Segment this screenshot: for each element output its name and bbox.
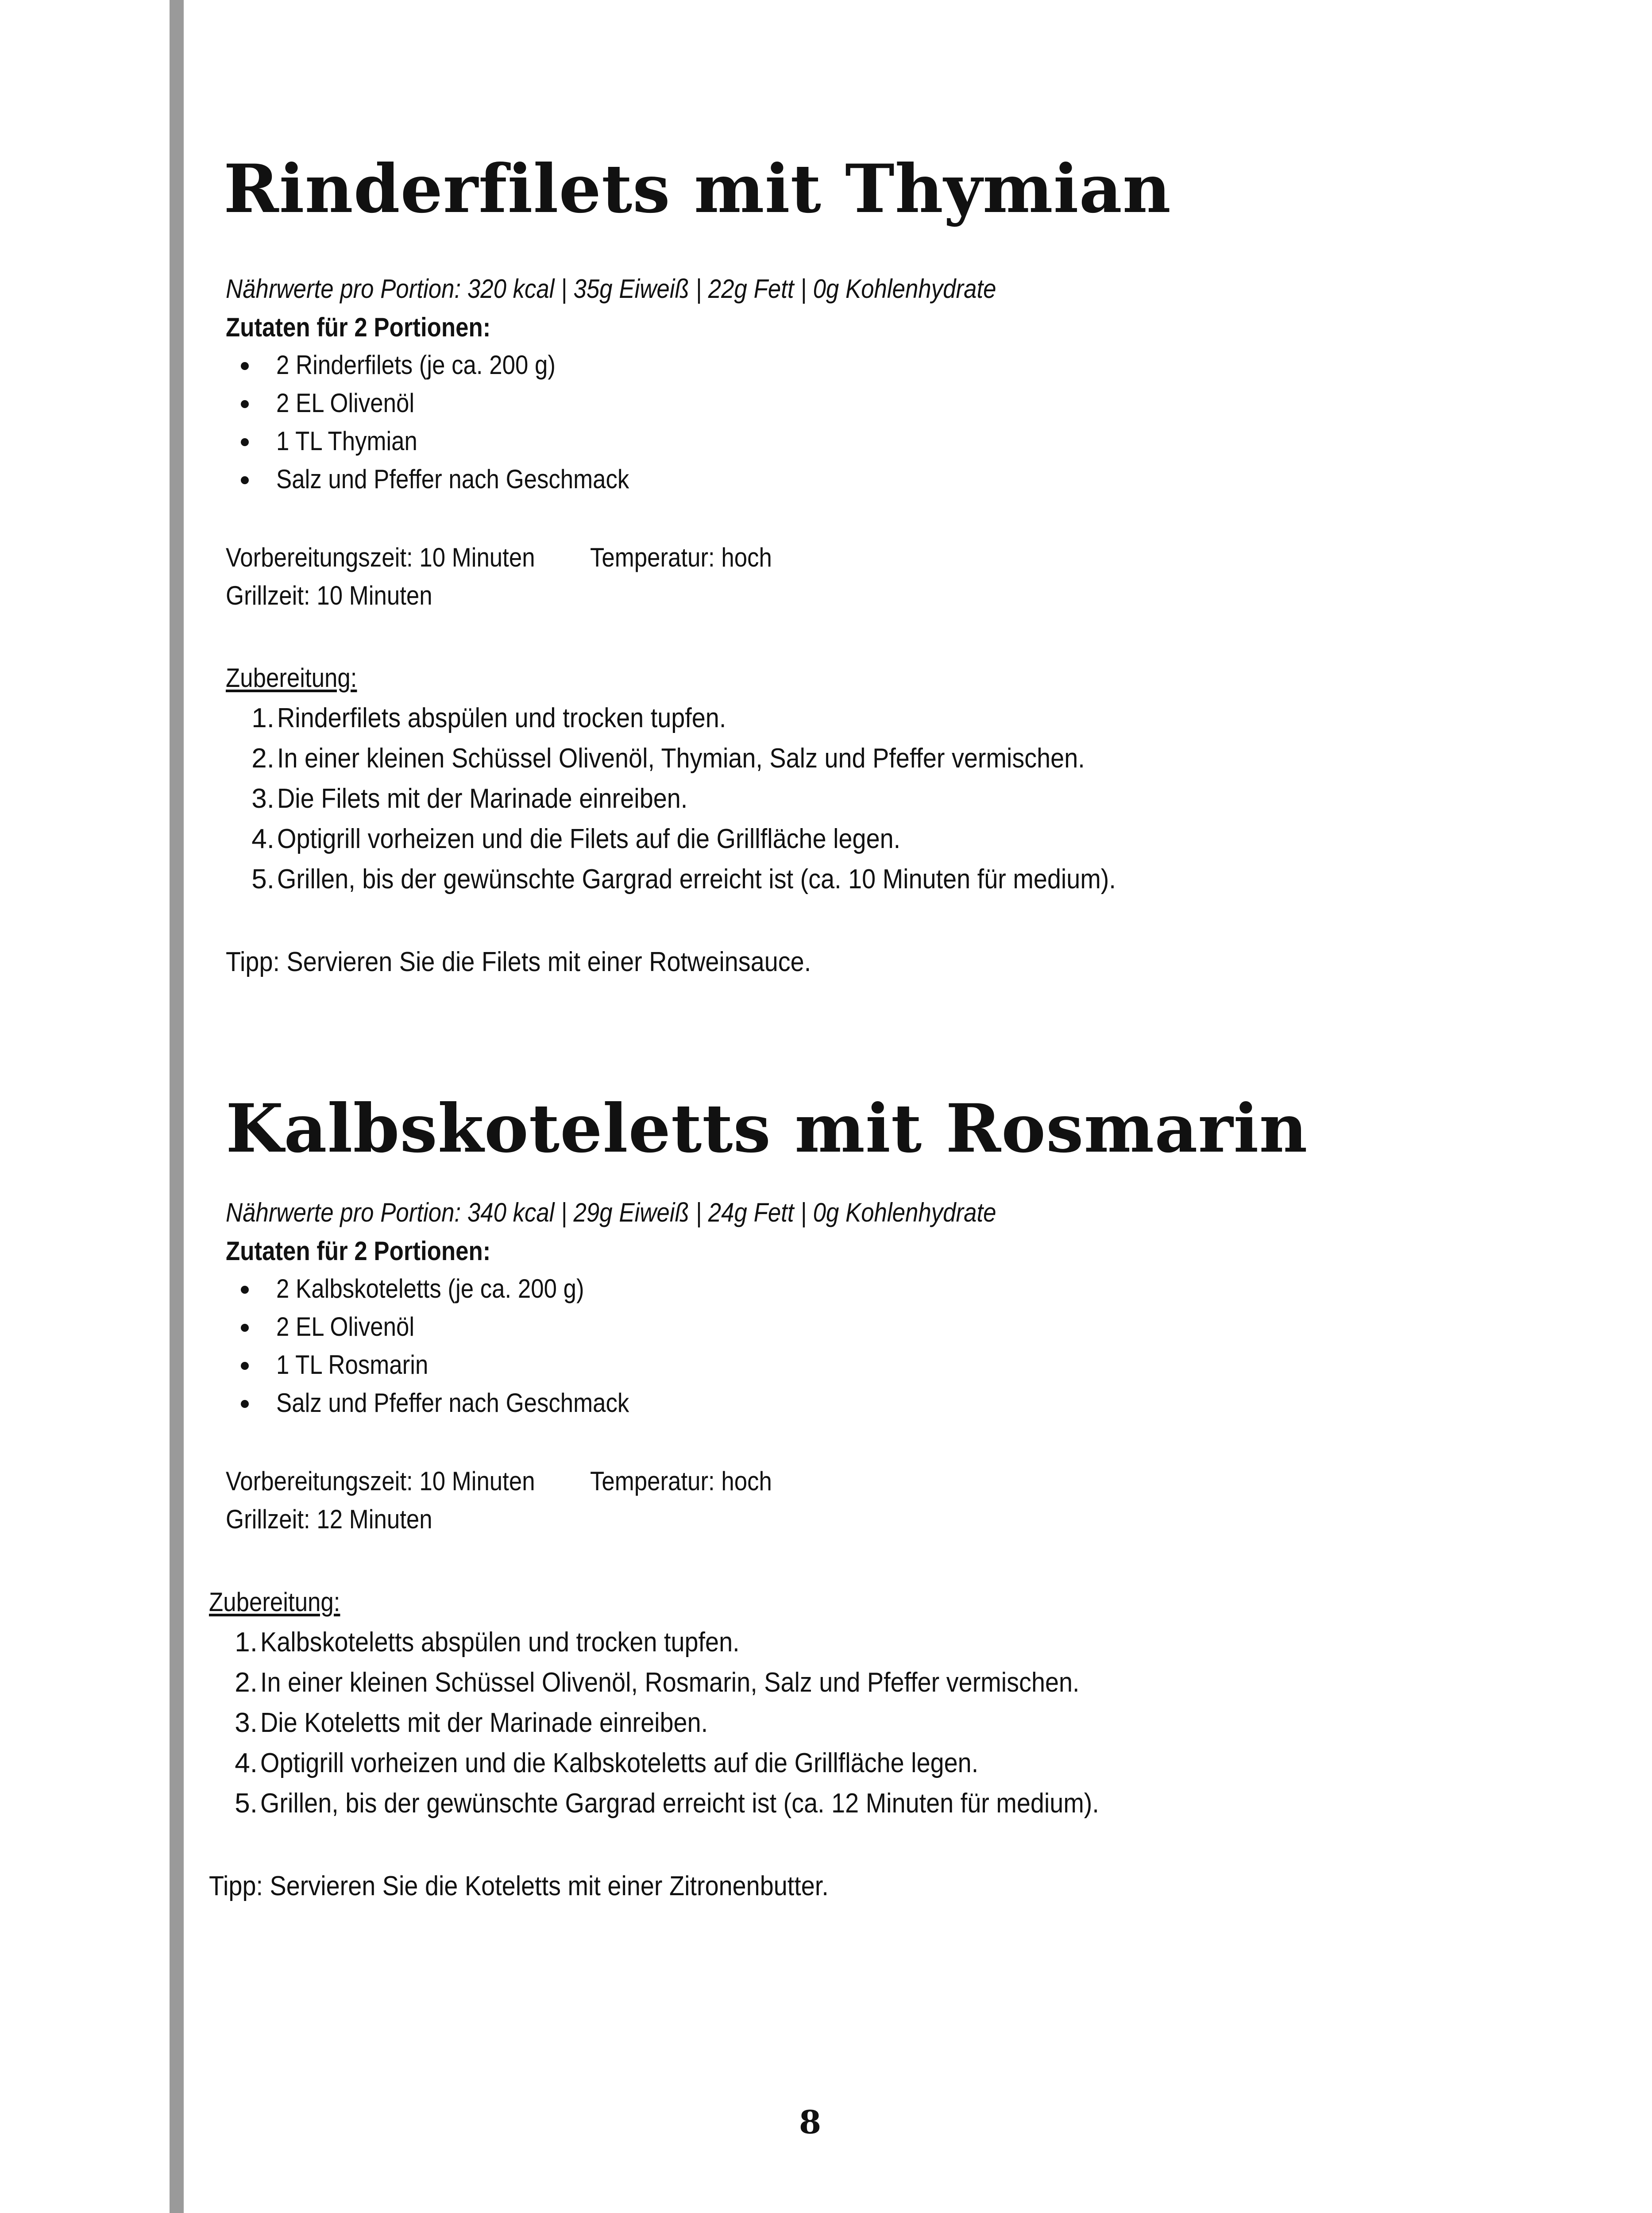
step-number: 5. [235,1788,258,1819]
prep-time: Vorbereitungszeit: 10 Minuten [226,543,535,572]
ingredient-text: 2 EL Olivenöl [276,388,415,418]
step-number: 5. [251,864,274,894]
bullet-icon [241,1286,249,1294]
ingredient-text: Salz und Pfeffer nach Geschmack [276,1388,629,1418]
bullet-icon [241,362,249,370]
grill-time: Grillzeit: 12 Minuten [226,1504,432,1534]
bullet-icon [241,1324,249,1332]
ingredient-text: 2 Kalbskoteletts (je ca. 200 g) [276,1274,584,1303]
step-text: Optigrill vorheizen und die Kalbskoteletts auf die Grillfläche legen. [260,1748,979,1778]
tip-text: Tipp: Servieren Sie die Koteletts mit einer Zitronenbutter. [209,1871,829,1901]
ingredient-text: 1 TL Rosmarin [276,1350,428,1380]
step-number: 3. [235,1708,258,1738]
bullet-icon [241,476,249,484]
ingredients-heading: Zutaten für 2 Portionen: [226,312,491,342]
ingredient-text: 2 EL Olivenöl [276,1312,415,1342]
step-number: 1. [235,1627,258,1658]
step-text: Kalbskoteletts abspülen und trocken tupfen. [260,1627,740,1658]
step-text: Optigrill vorheizen und die Filets auf die Grillfläche legen. [277,824,901,854]
bullet-icon [241,438,249,446]
step-number: 2. [235,1667,258,1698]
step-number: 4. [251,824,274,854]
ingredients-heading: Zutaten für 2 Portionen: [226,1236,491,1266]
preparation-heading: Zubereitung: [226,663,357,693]
step-number: 2. [251,743,274,774]
grill-time: Grillzeit: 10 Minuten [226,581,432,610]
step-text: Grillen, bis der gewünschte Gargrad erreicht ist (ca. 12 Minuten für medium). [260,1788,1099,1819]
step-text: Die Koteletts mit der Marinade einreiben. [260,1708,708,1738]
recipe-title: Kalbskoteletts mit Rosmarin [226,1090,1308,1168]
step-number: 4. [235,1748,258,1778]
temperature: Temperatur: hoch [590,543,772,572]
step-number: 3. [251,783,274,814]
step-number: 1. [251,703,274,733]
recipe-title: Rinderfilets mit Thymian [224,150,1171,228]
step-text: In einer kleinen Schüssel Olivenöl, Thymian, Salz und Pfeffer vermischen. [277,743,1085,774]
prep-time: Vorbereitungszeit: 10 Minuten [226,1466,535,1496]
ingredient-text: 2 Rinderfilets (je ca. 200 g) [276,350,556,380]
preparation-heading: Zubereitung: [209,1587,340,1617]
step-text: Grillen, bis der gewünschte Gargrad erreicht ist (ca. 10 Minuten für medium). [277,864,1116,894]
nutrition-info: Nährwerte pro Portion: 340 kcal | 29g Eiweiß | 24g Fett | 0g Kohlenhydrate [226,1198,996,1227]
step-text: Rinderfilets abspülen und trocken tupfen. [277,703,726,733]
bullet-icon [241,1362,249,1370]
ingredient-text: Salz und Pfeffer nach Geschmack [276,464,629,494]
step-text: Die Filets mit der Marinade einreiben. [277,783,688,814]
temperature: Temperatur: hoch [590,1466,772,1496]
nutrition-info: Nährwerte pro Portion: 320 kcal | 35g Eiweiß | 22g Fett | 0g Kohlenhydrate [226,274,996,304]
tip-text: Tipp: Servieren Sie die Filets mit einer Rotweinsauce. [226,947,811,977]
bullet-icon [241,1400,249,1408]
bullet-icon [241,400,249,408]
step-text: In einer kleinen Schüssel Olivenöl, Rosmarin, Salz und Pfeffer vermischen. [260,1667,1080,1698]
ingredient-text: 1 TL Thymian [276,426,417,456]
page-margin-bar [170,0,184,2213]
page-number: 8 [799,2103,822,2141]
